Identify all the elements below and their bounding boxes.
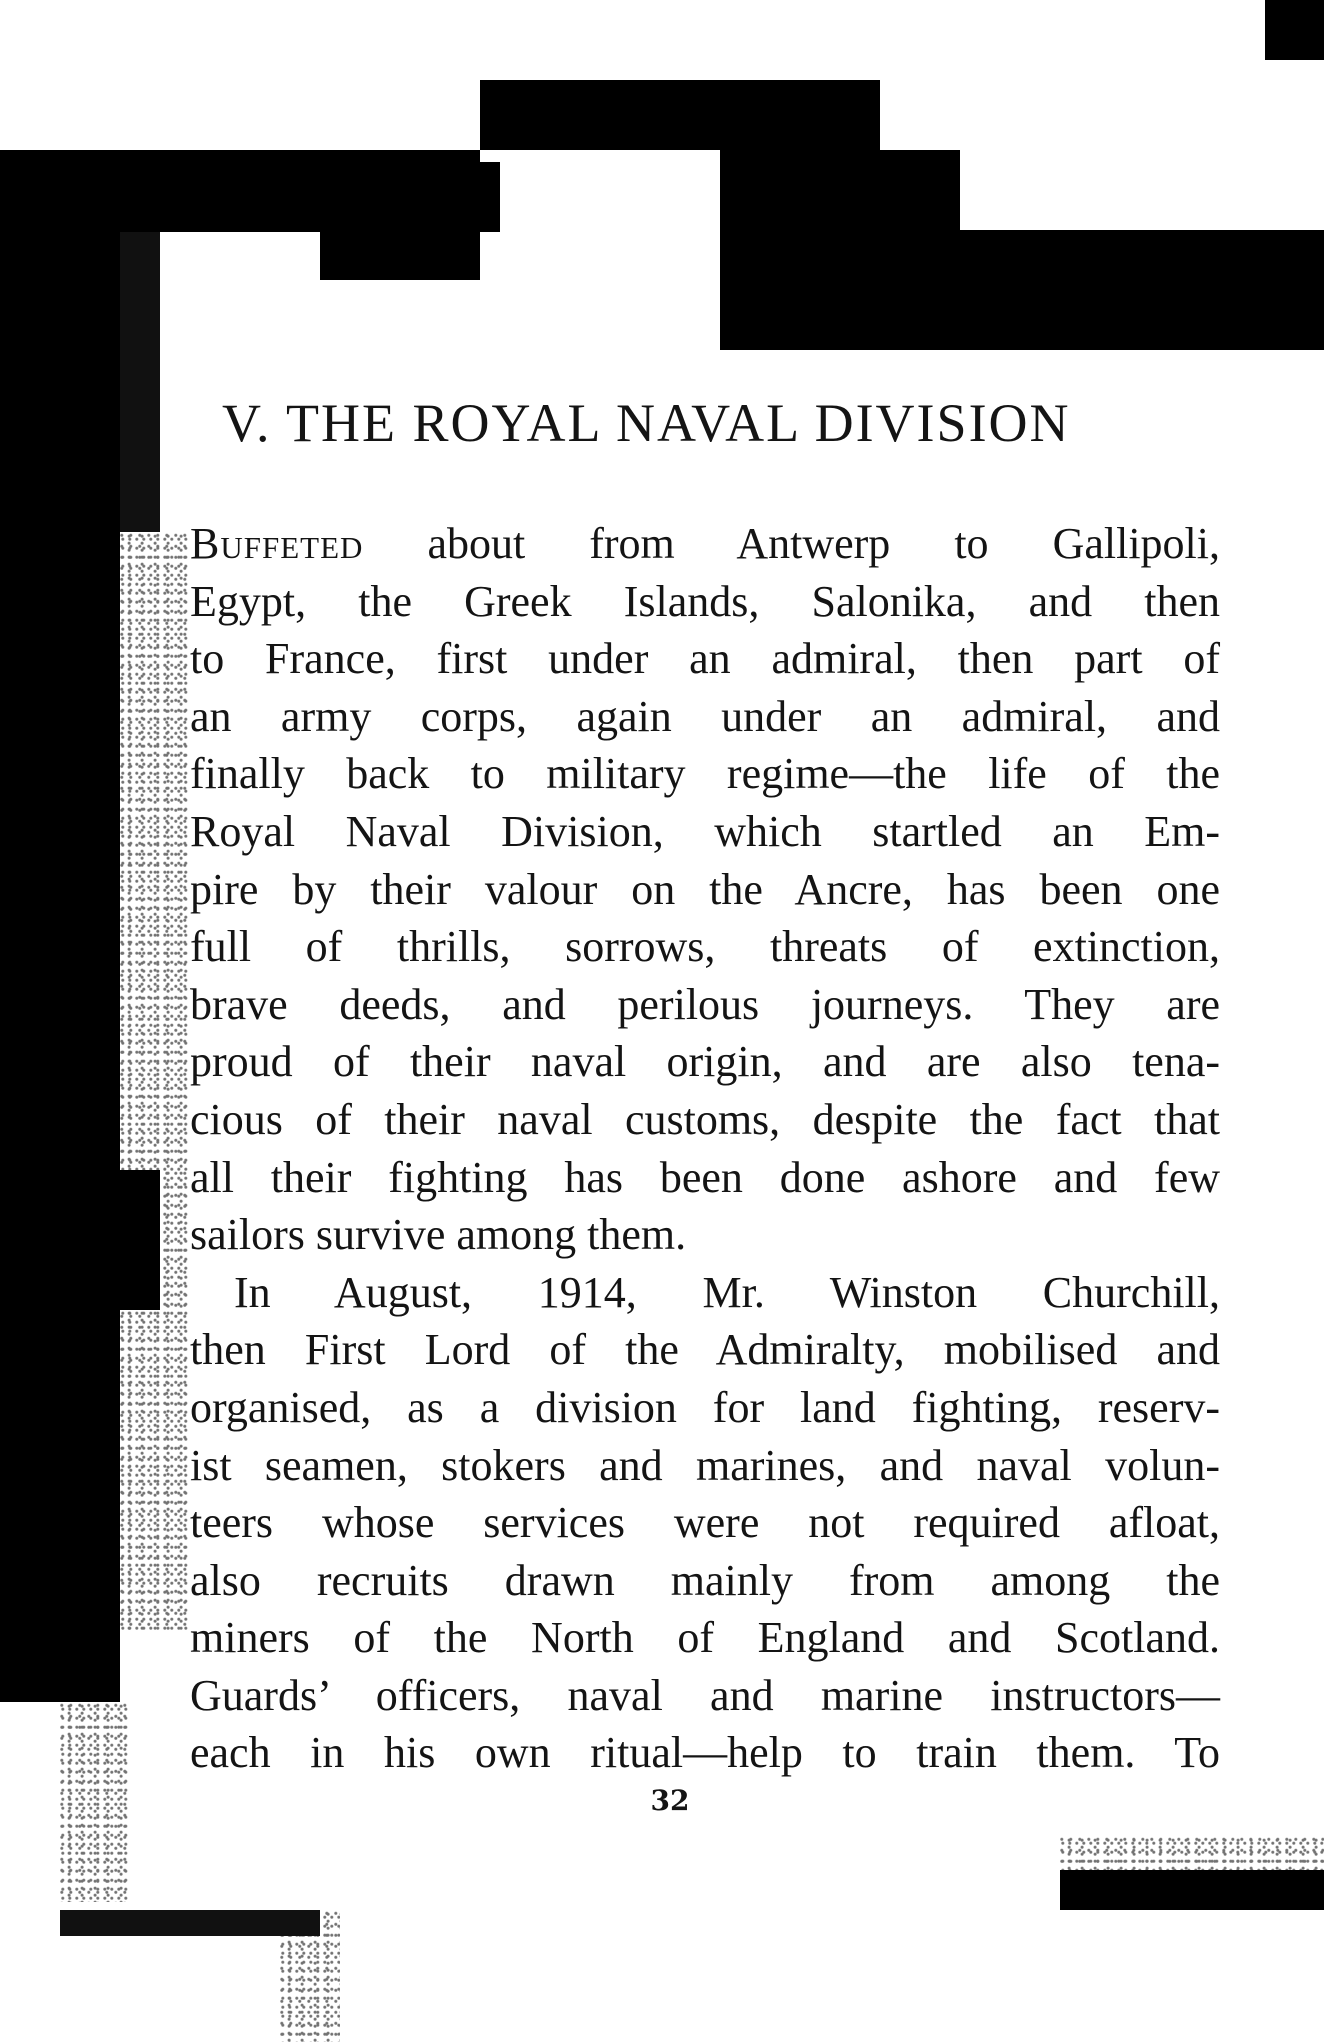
text-line: all their fighting has been done ashore and few <box>190 1152 1220 1202</box>
text-line-rest: about from Antwerp to Gallipoli, <box>363 519 1220 568</box>
text-line: Egypt, the Greek Islands, Salonika, and then <box>190 576 1220 626</box>
text-line: then First Lord of the Admiralty, mobilised and <box>190 1325 1220 1375</box>
text-line: miners of the North of England and Scotland. <box>190 1613 1220 1663</box>
text-line: organised, as a division for land fighting, reserv- <box>190 1382 1220 1432</box>
text-line: Guards’ officers, naval and marine instructors— <box>190 1670 1220 1720</box>
text-line: full of thrills, sorrows, threats of extinction, <box>190 922 1220 972</box>
text-line: finally back to military regime—the life of the <box>190 749 1220 799</box>
chapter-title: V. THE ROYAL NAVAL DIVISION <box>222 393 1071 453</box>
text-line <box>190 515 1220 573</box>
text-line: pire by their valour on the Ancre, has been one <box>190 864 1220 914</box>
text-line: an army corps, again under an admiral, and <box>190 691 1220 741</box>
text-line: cious of their naval customs, despite the fact that <box>190 1094 1220 1144</box>
text-line: In August, 1914, Mr. Winston Churchill, <box>234 1267 1220 1317</box>
paragraph-1 <box>190 515 1220 1264</box>
text-line: sailors survive among them. <box>190 1210 687 1260</box>
text-line: brave deeds, and perilous journeys. They are <box>190 979 1220 1029</box>
text-line: teers whose services were not required afloat, <box>190 1498 1220 1548</box>
text-line: also recruits drawn mainly from among the <box>190 1555 1220 1605</box>
body-text <box>190 515 1220 1782</box>
text-line: to France, first under an admiral, then part of <box>190 634 1220 684</box>
text-line: each in his own ritual—help to train them. To <box>190 1728 1220 1778</box>
page-number: 32 <box>650 1784 690 1817</box>
text-line: ist seamen, stokers and marines, and naval volun- <box>190 1440 1220 1490</box>
text-line: proud of their naval origin, and are also tena- <box>190 1037 1220 1087</box>
opening-word: Buffeted <box>190 519 364 568</box>
text-line: Royal Naval Division, which startled an Em- <box>190 806 1220 856</box>
paragraph-2 <box>190 1264 1220 1782</box>
